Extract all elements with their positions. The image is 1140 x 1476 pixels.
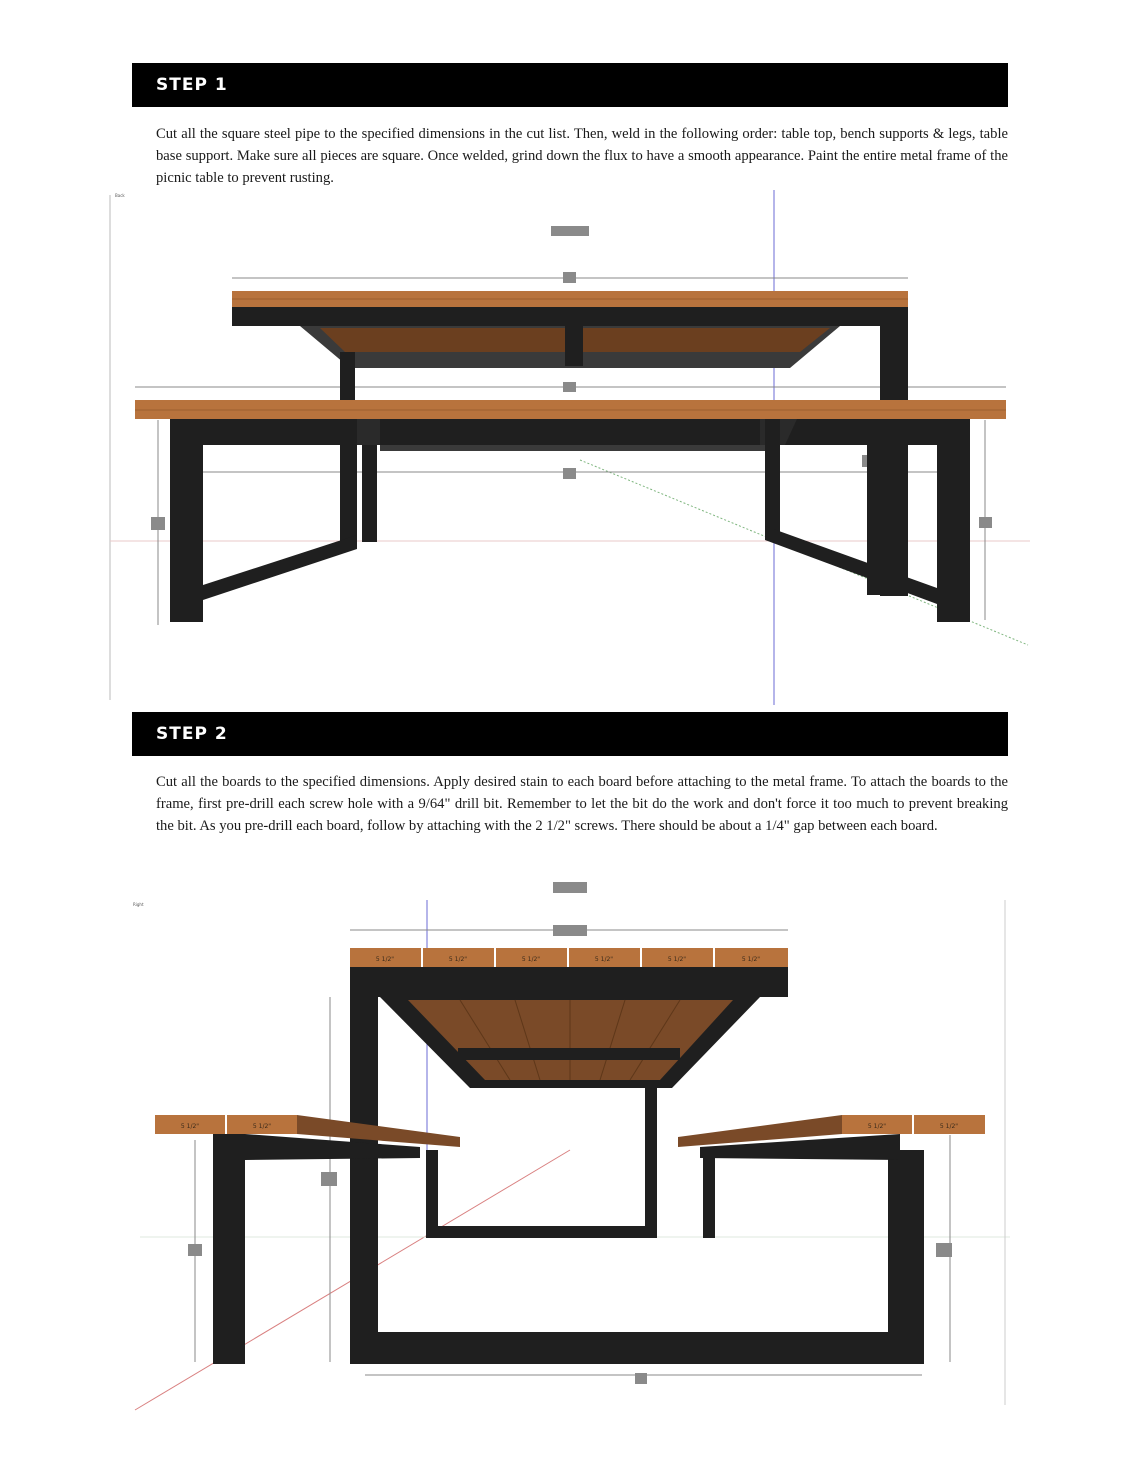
- step-1-instructions: Cut all the square steel pipe to the specified dimensions in the cut list. Then, weld in the following order: table top, bench supports & legs, table base support. Make sure all pieces are square. Once welded, grind down the flux to have a smooth appearance. Paint the entire metal frame of the picnic table to prevent rusting.: [156, 126, 1008, 186]
- dimension-label: [936, 1243, 952, 1257]
- board-width-label: 5 1/2": [667, 956, 687, 963]
- bench-leg-left: [170, 419, 203, 622]
- bench-leg-left: [213, 1134, 245, 1364]
- table-base: [350, 1332, 924, 1364]
- bench-board-label: 5 1/2": [939, 1123, 959, 1130]
- table-top-frame: [350, 967, 788, 997]
- step-1-view-label: Back: [115, 193, 125, 198]
- board-width-label: 5 1/2": [448, 956, 468, 963]
- dimension-label: [151, 517, 165, 530]
- table-leg-left: [340, 352, 355, 402]
- step-2-end-view-diagram: [120, 875, 1030, 1420]
- table-leg-left: [350, 997, 378, 1364]
- bench-leg-right: [937, 419, 970, 622]
- table-top-boards: [350, 948, 788, 967]
- board-width-label: 5 1/2": [521, 956, 541, 963]
- board-width-label: 5 1/2": [594, 956, 614, 963]
- dimension-label: [321, 1172, 337, 1186]
- table-leg-right: [888, 1150, 924, 1364]
- step-1-header: STEP 1: [132, 63, 1008, 107]
- table-top-frame: [232, 307, 908, 326]
- table-leg-back-left: [362, 445, 377, 542]
- board-width-label: 5 1/2": [741, 956, 761, 963]
- bench-board-label: 5 1/2": [252, 1123, 272, 1130]
- dimension-label: [188, 1244, 202, 1256]
- dimension-label: [553, 882, 587, 893]
- bench-frame: [170, 419, 970, 445]
- step-2-header: STEP 2: [132, 712, 1008, 756]
- dimension-label: [563, 272, 576, 283]
- table-center-support: [565, 326, 583, 366]
- board-width-label: 5 1/2": [375, 956, 395, 963]
- dimension-label: [635, 1373, 647, 1384]
- dimension-label: [551, 226, 589, 236]
- dimension-label: [563, 468, 576, 479]
- dimension-label: [979, 517, 992, 528]
- step-1-side-view-diagram: [105, 185, 1040, 710]
- step-2-instructions: Cut all the boards to the specified dimensions. Apply desired stain to each board before attaching to the metal frame. To attach the boards to the frame, first pre-drill each screw hole with a 9/64" drill bit. Remember to let the bit do the work and don't force it too much to prevent breaking the bit. As you pre-drill each board, follow by attaching with the 2 1/2" screws. There should be about a 1/4" gap between each board.: [156, 774, 1008, 834]
- bench-board-label: 5 1/2": [180, 1123, 200, 1130]
- bench-board-label: 5 1/2": [867, 1123, 887, 1130]
- dimension-label: [563, 382, 576, 392]
- step-2-view-label: Right: [133, 902, 144, 907]
- dimension-label: [553, 925, 587, 936]
